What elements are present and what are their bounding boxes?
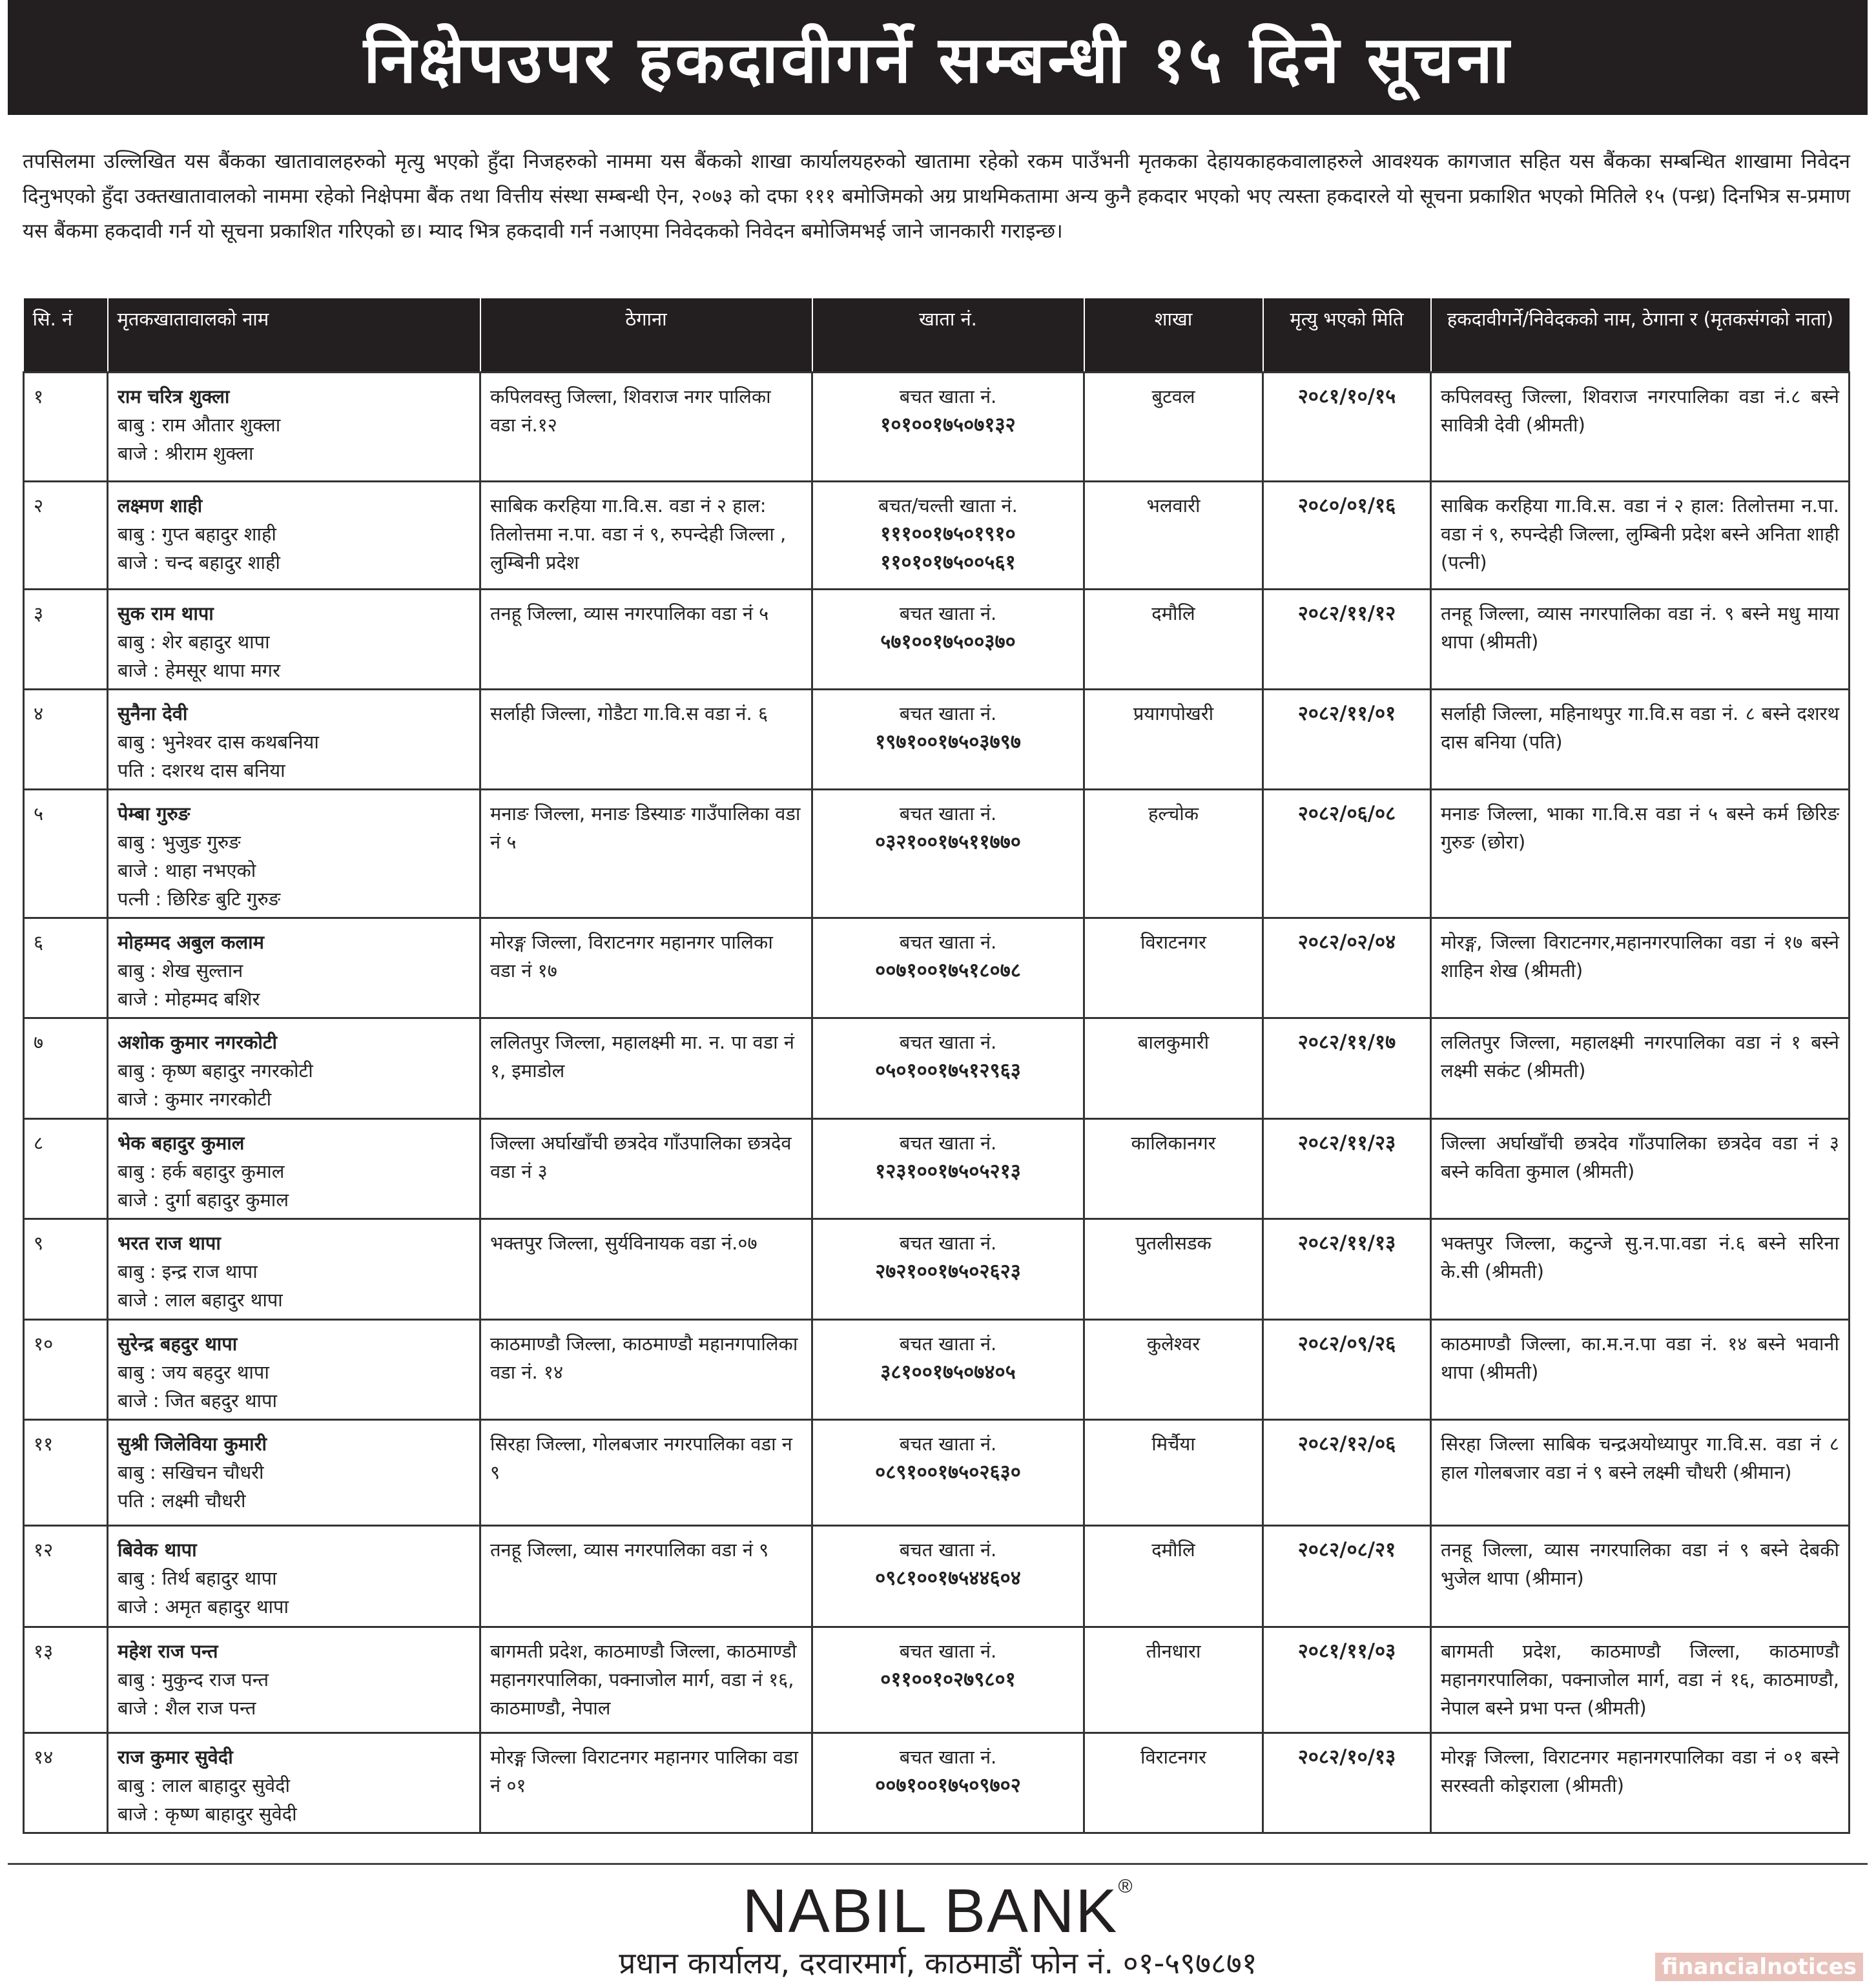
claimant-cell: तनहू जिल्ला, व्यास नगरपालिका वडा नं ९ बस्ने देबकी भुजेल थापा (श्रीमान) [1431,1526,1850,1627]
table-header-row [24,298,1850,373]
deceased-name: सुरेन्द्र बहदुर थापा [118,1333,238,1355]
deceased-cell [108,1219,480,1320]
serial-number: ६ [24,918,108,1018]
branch-cell: प्रयागपोखरी [1084,690,1263,790]
deceased-name: भेक बहादुर कुमाल [118,1132,245,1154]
account-cell [812,790,1084,918]
branch-cell: हल्चोक [1084,790,1263,918]
branch-cell: विराटनगर [1084,1733,1263,1833]
col-header-account: खाता नं. [812,298,1084,373]
account-number: १०१००१७५०७१३२ [880,413,1016,437]
death-date: २०८२/०२/०४ [1263,918,1431,1018]
relative-line: बाबु : तिर्थ बहादुर थापा [118,1567,277,1589]
account-cell [812,690,1084,790]
deceased-name: मोहम्मद अबुल कलाम [118,931,265,953]
account-number: ०५०१००१७५१२९६३ [875,1059,1021,1082]
account-cell [812,590,1084,690]
claimant-cell: साबिक करहिया गा.वि.स. वडा नं २ हाल: तिलोत्तमा न.पा. वडा नं ९, रुपन्देही जिल्ला, लुम्बिनी प्रदेश बस्ने अनिता शाही (पत्नी) [1431,482,1850,590]
branch-cell: दमौलि [1084,1526,1263,1627]
relative-line: बाबु : भुनेश्वर दास कथबनिया [118,731,319,753]
account-type: बचत खाता नं. [899,803,997,825]
deceased-cell [108,1320,480,1420]
serial-number: १२ [24,1526,108,1627]
relative-line: बाजे : दुर्गा बहादुर कुमाल [118,1189,289,1211]
account-type: बचत खाता नं. [899,386,997,407]
account-number: २७२१००१७५०२६२३ [875,1260,1021,1283]
col-header-sn: सि. नं [24,298,108,373]
death-date: २०८२/११/१२ [1263,590,1431,690]
table-row [24,690,1850,790]
table-row [24,482,1850,590]
account-type: बचत खाता नं. [899,931,997,953]
death-date: २०८२/०६/०८ [1263,790,1431,918]
logo-text: NABIL BANK [742,1877,1118,1946]
deceased-cell [108,1420,480,1526]
branch-cell: मिर्चैया [1084,1420,1263,1526]
relative-line: पति : लक्ष्मी चौधरी [118,1490,246,1512]
serial-number: ११ [24,1420,108,1526]
account-cell [812,1018,1084,1119]
address-cell: साबिक करहिया गा.वि.स. वडा नं २ हाल: तिलोत्तमा न.पा. वडा नं ९, रुपन्देही जिल्ला , लुम्बिनी प्रदेश [480,482,812,590]
death-date: २०८०/०१/१६ [1263,482,1431,590]
address-cell: मोरङ्ग जिल्ला, विराटनगर महानगर पालिका वडा नं १७ [480,918,812,1018]
claimant-cell: मोरङ्ग, जिल्ला विराटनगर,महानगरपालिका वडा नं १७ बस्ने शाहिन शेख (श्रीमती) [1431,918,1850,1018]
account-type: बचत खाता नं. [899,1132,997,1154]
account-cell [812,1119,1084,1219]
death-date: २०८२/११/०१ [1263,690,1431,790]
address-cell: बागमती प्रदेश, काठमाण्डौ जिल्ला, काठमाण्डौ महानगरपालिका, पक्नाजोल मार्ग, वडा नं १६, काठमाण्डौ, नेपाल [480,1627,812,1733]
account-number: १२३१००१७५०५२१३ [875,1160,1021,1183]
nabil-bank-logo [0,1876,1876,1947]
branch-cell: तीनधारा [1084,1627,1263,1733]
account-type: बचत खाता नं. [899,1433,997,1455]
deceased-cell [108,1018,480,1119]
account-cell [812,918,1084,1018]
account-type: बचत खाता नं. [899,1333,997,1355]
footer-divider [8,1863,1868,1865]
col-header-date: मृत्यु भएको मिति [1263,298,1431,373]
claimant-cell: जिल्ला अर्घाखाँची छत्रदेव गाँउपालिका छत्रदेव वडा नं ३ बस्ने कविता कुमाल (श्रीमती) [1431,1119,1850,1219]
account-cell [812,1627,1084,1733]
relative-line: बाजे : जित बहदुर थापा [118,1390,278,1412]
deceased-cell [108,1627,480,1733]
relative-line: बाजे : हेमसूर थापा मगर [118,659,280,681]
address-cell: तनहू जिल्ला, व्यास नगरपालिका वडा नं ९ [480,1526,812,1627]
table-row [24,1733,1850,1833]
account-number: ०८९१००१७५०२६३० [875,1461,1021,1484]
account-number: ००७१००१७५१८०७८ [875,959,1021,982]
account-number: ०३२१००१७५११७७० [875,830,1021,854]
deceased-name: सुश्री जिलेविया कुमारी [118,1433,267,1455]
death-date: २०८२/०९/२६ [1263,1320,1431,1420]
relative-line: बाजे : कुमार नगरकोटी [118,1088,272,1110]
deceased-name: लक्ष्मण शाही [118,495,203,517]
deceased-cell [108,918,480,1018]
relative-line: बाबु : मुकुन्द राज पन्त [118,1669,269,1691]
claimant-cell: बागमती प्रदेश, काठमाण्डौ जिल्ला, काठमाण्डौ महानगरपालिका, पक्नाजोल मार्ग, वडा नं १६, काठमाण्डौ, नेपाल बस्ने प्रभा पन्त (श्रीमती) [1431,1627,1850,1733]
account-type: बचत खाता नं. [899,602,997,624]
relative-line: पत्नी : छिरिङ बुटि गुरुङ [118,888,281,910]
deceased-name: अशोक कुमार नगरकोटी [118,1031,278,1053]
relative-line: पति : दशरथ दास बनिया [118,759,285,781]
relative-line: बाबु : शेख सुल्तान [118,960,243,982]
address-cell: जिल्ला अर्घाखाँची छत्रदेव गाँउपालिका छत्रदेव वडा नं ३ [480,1119,812,1219]
branch-cell: दमौलि [1084,590,1263,690]
table-row [24,590,1850,690]
account-type: बचत खाता नं. [899,703,997,725]
branch-cell: बालकुमारी [1084,1018,1263,1119]
account-number: ३८१००१७५०७४०५ [880,1361,1016,1384]
account-type: बचत खाता नं. [899,1746,997,1768]
claimant-cell: सर्लाही जिल्ला, महिनाथपुर गा.वि.स वडा नं. ८ बस्ने दशरथ दास बनिया (पति) [1431,690,1850,790]
death-date: २०८२/११/१७ [1263,1018,1431,1119]
deceased-cell [108,590,480,690]
deceased-name: महेश राज पन्त [118,1640,218,1662]
address-cell: काठमाण्डौ जिल्ला, काठमाण्डौ महानगपालिका वडा नं. १४ [480,1320,812,1420]
deceased-name: राम चरित्र शुक्ला [118,386,230,407]
account-cell [812,1420,1084,1526]
deceased-name: पेम्बा गुरुङ [118,803,191,825]
serial-number: १३ [24,1627,108,1733]
account-number: १११००१७५०१९१० [880,522,1016,546]
account-number: ०९८१००१७५४४६०४ [875,1567,1021,1590]
deceased-name: भरत राज थापा [118,1232,221,1254]
table-row [24,918,1850,1018]
watermark: financialnotices [1655,1953,1863,1981]
relative-line: बाजे : थाहा नभएको [118,859,256,881]
deceased-cell [108,690,480,790]
table-row [24,373,1850,482]
account-number: ५७१००१७५००३७० [880,630,1016,653]
deceased-name: राज कुमार सुवेदी [118,1746,233,1768]
branch-cell: कुलेश्वर [1084,1320,1263,1420]
account-number: ११०१०१७५००५६१ [880,551,1016,574]
branch-cell: कालिकानगर [1084,1119,1263,1219]
death-date: २०८२/११/१३ [1263,1219,1431,1320]
table-row [24,790,1850,918]
serial-number: १४ [24,1733,108,1833]
relative-line: बाबु : कृष्ण बहादुर नगरकोटी [118,1060,313,1082]
account-type: बचत खाता नं. [899,1640,997,1662]
death-date: २०८२/०८/२१ [1263,1526,1431,1627]
death-date: २०८२/१०/१३ [1263,1733,1431,1833]
deceased-cell [108,482,480,590]
relative-line: बाबु : लाल बाहादुर सुवेदी [118,1774,290,1796]
table-row [24,1119,1850,1219]
account-cell [812,1733,1084,1833]
relative-line: बाबु : सखिचन चौधरी [118,1461,264,1483]
relative-line: बाजे : कृष्ण बाहादुर सुवेदी [118,1803,297,1825]
address-cell: मनाङ जिल्ला, मनाङ डिस्याङ गाउँपालिका वडा नं ५ [480,790,812,918]
account-cell [812,1219,1084,1320]
deceased-name: बिवेक थापा [118,1539,197,1561]
deceased-name: सुनैना देवी [118,703,188,725]
notice-title: निक्षेपउपर हकदावीगर्ने सम्बन्धी १५ दिने सूचना [8,0,1868,115]
account-type: बचत खाता नं. [899,1539,997,1561]
address-cell: सिरहा जिल्ला, गोलबजार नगरपालिका वडा न ९ [480,1420,812,1526]
table-row [24,1526,1850,1627]
relative-line: बाबु : हर्क बहादुर कुमाल [118,1160,285,1182]
deceased-name: सुक राम थापा [118,602,214,624]
table-row [24,1420,1850,1526]
account-number: ००७१००१७५०९७०२ [875,1774,1021,1797]
relative-line: बाबु : इन्द्र राज थापा [118,1260,258,1282]
deceased-cell [108,373,480,482]
account-number: १९७१००१७५०३७९७ [875,730,1021,754]
claimant-cell: भक्तपुर जिल्ला, कटुन्जे सु.न.पा.वडा नं.६ बस्ने सरिना के.सी (श्रीमती) [1431,1219,1850,1320]
serial-number: ३ [24,590,108,690]
deceased-cell [108,1526,480,1627]
table-row [24,1018,1850,1119]
claimant-cell: काठमाण्डौ जिल्ला, का.म.न.पा वडा नं. १४ बस्ने भवानी थापा (श्रीमती) [1431,1320,1850,1420]
serial-number: ८ [24,1119,108,1219]
claimant-cell: कपिलवस्तु जिल्ला, शिवराज नगरपालिका वडा नं.८ बस्ने सावित्री देवी (श्रीमती) [1431,373,1850,482]
account-cell [812,1320,1084,1420]
col-header-claimant: हकदावीगर्ने/निवेदकको नाम, ठेगाना र (मृतकसंगको नाता) [1431,298,1850,373]
table-row [24,1320,1850,1420]
relative-line: बाबु : राम औतार शुक्ला [118,414,281,436]
relative-line: बाबु : भुजुङ गुरुङ [118,831,241,853]
address-cell: मोरङ्ग जिल्ला विराटनगर महानगर पालिका वडा नं ०१ [480,1733,812,1833]
branch-cell: भलवारी [1084,482,1263,590]
notice-intro: तपसिलमा उल्लिखित यस बैंकका खातावालहरुको मृत्यु भएको हुँदा निजहरुको नाममा यस बैंकको शाखा कार्यालयहरुको खातामा रहेको रकम पाउँभनी मृतकका देहायकाहकवालाहरुले आवश्यक कागजात सहित यस बैंकका सम्बन्धित शाखामा निवेदन दिनुभएको हुँदा उक्तखातावालको नाममा रहेको निक्षेपमा बैंक तथा वित्तीय संस्था सम्बन्धी ऐन, २०७३ को दफा १११ बमोजिमको अग्र प्राथमिकतामा अन्य कुनै हकदार भएको भए त्यस्ता हकदारले यो सूचना प्रकाशित भएको मितिले १५ (पन्ध्र) दिनभित्र स-प्रमाण यस बैंकमा हकदावी गर्न यो सूचना प्रकाशित गरिएको छ। म्याद भित्र हकदावी गर्न नआएमा निवेदकको निवेदन बमोजिमभई जाने जानकारी गराइन्छ। [23,150,1850,243]
branch-cell: विराटनगर [1084,918,1263,1018]
registered-mark: ® [1118,1876,1134,1897]
relative-line: बाजे : श्रीराम शुक्ला [118,442,254,464]
relative-line: बाबु : गुप्त बहादुर शाही [118,523,276,545]
table-row [24,1219,1850,1320]
col-header-name: मृतकखातावालको नाम [108,298,480,373]
relative-line: बाजे : लाल बहादुर थापा [118,1289,283,1311]
relative-line: बाबु : जय बहदुर थापा [118,1361,269,1383]
death-date: २०८१/१०/१५ [1263,373,1431,482]
claimant-cell: सिरहा जिल्ला साबिक चन्द्रअयोध्यापुर गा.वि.स. वडा नं ८ हाल गोलबजार वडा नं ९ बस्ने लक्ष्मी चौधरी (श्रीमान) [1431,1420,1850,1526]
deceased-cell [108,1119,480,1219]
claimant-cell: मनाङ जिल्ला, भाका गा.वि.स वडा नं ५ बस्ने कर्म छिरिङ गुरुङ (छोरा) [1431,790,1850,918]
claim-table [23,298,1850,1834]
claimant-cell: मोरङ्ग जिल्ला, विराटनगर महानगरपालिका वडा नं ०१ बस्ने सरस्वती कोइराला (श्रीमती) [1431,1733,1850,1833]
address-cell: तनहू जिल्ला, व्यास नगरपालिका वडा नं ५ [480,590,812,690]
claimant-cell: ललितपुर जिल्ला, महालक्ष्मी नगरपालिका वडा नं १ बस्ने लक्ष्मी सकंट (श्रीमती) [1431,1018,1850,1119]
serial-number: १ [24,373,108,482]
death-date: २०८१/११/०३ [1263,1627,1431,1733]
relative-line: बाजे : शैल राज पन्त [118,1697,256,1719]
account-cell [812,373,1084,482]
account-cell [812,482,1084,590]
address-cell: कपिलवस्तु जिल्ला, शिवराज नगर पालिका वडा नं.१२ [480,373,812,482]
deceased-cell [108,790,480,918]
account-type: बचत खाता नं. [899,1031,997,1053]
relative-line: बाबु : शेर बहादुर थापा [118,631,270,653]
relative-line: बाजे : मोहम्मद बशिर [118,988,260,1010]
serial-number: १० [24,1320,108,1420]
address-cell: भक्तपुर जिल्ला, सुर्यविनायक वडा नं.०७ [480,1219,812,1320]
relative-line: बाजे : चन्द बहादुर शाही [118,551,280,573]
col-header-branch: शाखा [1084,298,1263,373]
col-header-address: ठेगाना [480,298,812,373]
table-row [24,1627,1850,1733]
death-date: २०८२/११/२३ [1263,1119,1431,1219]
death-date: २०८२/१२/०६ [1263,1420,1431,1526]
branch-cell: पुतलीसडक [1084,1219,1263,1320]
relative-line: बाजे : अमृत बहादुर थापा [118,1596,289,1618]
deceased-cell [108,1733,480,1833]
serial-number: ७ [24,1018,108,1119]
branch-cell: बुटवल [1084,373,1263,482]
address-cell: ललितपुर जिल्ला, महालक्ष्मी मा. न. पा वडा नं १, इमाडोल [480,1018,812,1119]
account-type: बचत खाता नं. [899,1232,997,1254]
account-number: ०११००१०२७९८०१ [880,1668,1016,1691]
claimant-cell: तनहू जिल्ला, व्यास नगरपालिका वडा नं. ९ बस्ने मधु माया थापा (श्रीमती) [1431,590,1850,690]
address-cell: सर्लाही जिल्ला, गोडैटा गा.वि.स वडा नं. ६ [480,690,812,790]
account-cell [812,1526,1084,1627]
serial-number: ५ [24,790,108,918]
serial-number: २ [24,482,108,590]
serial-number: ९ [24,1219,108,1320]
account-type: बचत/चल्ती खाता नं. [878,495,1018,517]
serial-number: ४ [24,690,108,790]
head-office-address: प्रधान कार्यालय, दरवारमार्ग, काठमाडौं फोन नं. ०१-५९७८७१ [619,1946,1257,1980]
